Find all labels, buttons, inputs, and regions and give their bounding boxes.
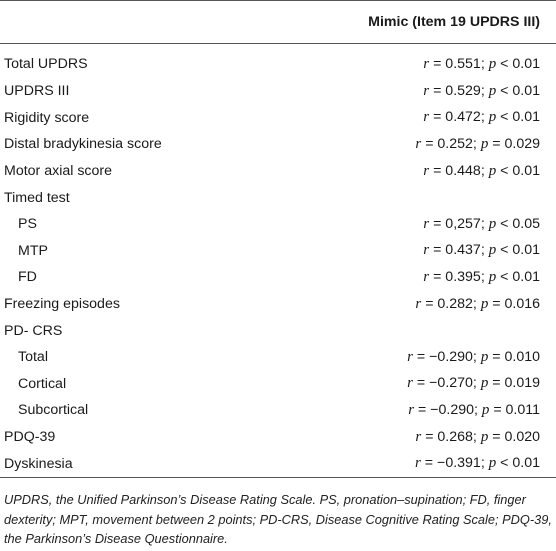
- header-mimic-column: Mimic (Item 19 UPDRS III): [368, 14, 540, 30]
- row-label: Dyskinesia: [0, 450, 257, 477]
- table-row: [0, 44, 556, 79]
- row-label: Rigidity score: [4, 109, 90, 126]
- table-row: [0, 371, 556, 398]
- table-row: [0, 131, 556, 158]
- table-row: [0, 424, 556, 451]
- row-value: [257, 317, 556, 344]
- table-row: [0, 344, 556, 371]
- row-value: r = 0.472; p < 0.01: [423, 109, 540, 126]
- table-row: [0, 211, 556, 238]
- table-header-row: [0, 1, 556, 44]
- row-label: Timed test: [4, 189, 70, 206]
- row-label: Total UPDRS: [4, 56, 88, 72]
- row-label: Subcortical: [18, 402, 89, 419]
- row-value: r = −0.391; p < 0.01: [257, 450, 556, 477]
- row-value: r = −0.270; p = 0.019: [407, 375, 540, 392]
- row-value: r = −0.290; p = 0.010: [407, 348, 540, 365]
- table-footnote: UPDRS, the Unified Parkinson’s Disease Rating Scale. PS, pronation–supination; FD, finger dexterity; MPT, movement between 2 points; PD-CRS, Disease Cognitive Rating Scale; PDQ-39, the Parkinson’s Disease Questionnaire.: [4, 492, 552, 546]
- row-label: PS: [18, 216, 37, 233]
- table-row: [0, 238, 556, 265]
- row-value: r = 0.282; p = 0.016: [415, 295, 540, 312]
- table-row: [0, 291, 556, 318]
- row-value: r = 0.529; p < 0.01: [423, 82, 540, 99]
- table-row: [0, 450, 556, 477]
- row-label: FD: [18, 269, 37, 286]
- row-label: Cortical: [18, 375, 67, 392]
- row-value: r = 0.268; p = 0.020: [415, 428, 540, 445]
- table-row: [0, 264, 556, 291]
- header-left-cell: [0, 1, 257, 44]
- row-value: r = 0.448; p < 0.01: [423, 162, 540, 179]
- row-value: r = 0.551; p < 0.01: [423, 55, 540, 72]
- row-label: Distal bradykinesia score: [4, 136, 162, 153]
- row-value: r = 0.395; p < 0.01: [423, 268, 540, 285]
- row-value: r = 0.252; p = 0.029: [415, 135, 540, 152]
- row-label: MTP: [18, 242, 48, 259]
- row-label: PD- CRS: [4, 322, 63, 339]
- row-value: r = 0.437; p < 0.01: [423, 242, 540, 259]
- table-row: [0, 184, 556, 211]
- row-value: r = −0.290; p = 0.011: [408, 401, 540, 418]
- table-row: [0, 317, 556, 344]
- table-row: [0, 397, 556, 424]
- row-value: [257, 184, 556, 211]
- row-label: Motor axial score: [4, 163, 113, 180]
- row-label: UPDRS III: [4, 83, 70, 100]
- row-label: Freezing episodes: [4, 296, 120, 313]
- row-label: Total: [18, 349, 48, 366]
- row-label: PDQ-39: [4, 429, 56, 446]
- table-row: [0, 105, 556, 132]
- row-value: r = 0,257; p < 0.05: [423, 215, 540, 232]
- table-row: [0, 158, 556, 185]
- table-row: [0, 78, 556, 105]
- table-body: [0, 44, 556, 478]
